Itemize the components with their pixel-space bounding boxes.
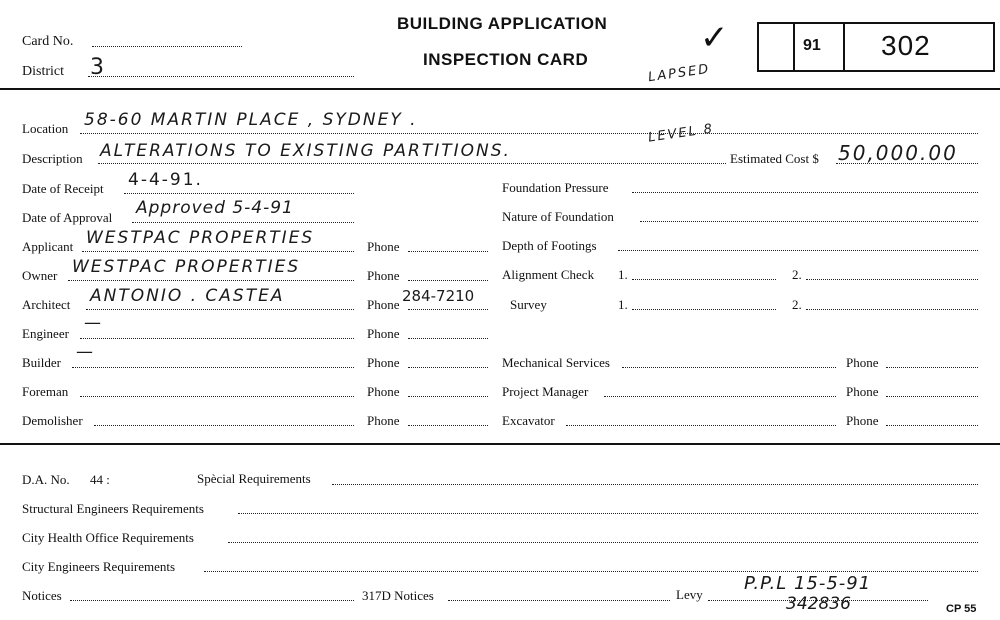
applicant-line[interactable]: [82, 251, 354, 252]
box-divider: [843, 24, 845, 70]
da-value: 44 :: [90, 472, 110, 487]
survey-line-1[interactable]: [632, 309, 776, 310]
excavator-phone-label: Phone: [846, 413, 879, 428]
architect-phone-value: 284-7210: [402, 287, 475, 305]
box-number: 302: [881, 30, 931, 61]
description-value: ALTERATIONS TO EXISTING PARTITIONS.: [100, 141, 511, 161]
builder-phone-line[interactable]: [408, 367, 488, 368]
special-requirements-line[interactable]: [332, 484, 978, 485]
title-line-2: INSPECTION CARD: [423, 50, 589, 69]
applicant-label: Applicant: [22, 239, 74, 254]
foundation-pressure-line[interactable]: [632, 192, 978, 193]
excavator-line[interactable]: [566, 425, 836, 426]
applicant-phone-line[interactable]: [408, 251, 488, 252]
header-rule: [0, 88, 1000, 90]
project-manager-phone-line[interactable]: [886, 396, 978, 397]
engineer-phone-label: Phone: [367, 326, 400, 341]
da-label: D.A. No.: [22, 472, 70, 487]
project-manager-line[interactable]: [604, 396, 836, 397]
project-manager-label: Project Manager: [502, 384, 589, 399]
estimated-cost-value: 50,000.00: [838, 141, 958, 165]
description-label: Description: [22, 151, 83, 166]
alignment-num-2: 2.: [792, 267, 802, 282]
survey-num-1: 1.: [618, 297, 628, 312]
builder-label: Builder: [22, 355, 61, 370]
foreman-phone-label: Phone: [367, 384, 400, 399]
architect-value: ANTONIO . CASTEA: [90, 286, 285, 306]
card-no-line[interactable]: [92, 46, 242, 47]
description-line[interactable]: [98, 163, 726, 164]
card-number-box: [757, 22, 995, 72]
box-year: 91: [803, 37, 821, 54]
levy-label: Levy: [676, 587, 703, 602]
demolisher-phone-label: Phone: [367, 413, 400, 428]
architect-line[interactable]: [86, 309, 354, 310]
levy-reference: 342836: [786, 594, 851, 614]
foundation-pressure-label: Foundation Pressure: [502, 180, 609, 195]
notices-line[interactable]: [70, 600, 354, 601]
title-line-1: BUILDING APPLICATION: [397, 14, 608, 33]
owner-value: WESTPAC PROPERTIES: [72, 257, 301, 277]
owner-label: Owner: [22, 268, 58, 283]
location-label: Location: [22, 121, 69, 136]
foreman-phone-line[interactable]: [408, 396, 488, 397]
applicant-value: WESTPAC PROPERTIES: [86, 228, 315, 248]
engineer-value: —: [84, 313, 103, 333]
builder-value: —: [76, 342, 95, 362]
owner-phone-label: Phone: [367, 268, 400, 283]
district-value: 3: [90, 55, 106, 80]
special-requirements-label: Spècial Requirements: [197, 471, 311, 486]
architect-label: Architect: [22, 297, 71, 312]
architect-phone-label: Phone: [367, 297, 400, 312]
demolisher-label: Demolisher: [22, 413, 83, 428]
receipt-line[interactable]: [124, 193, 354, 194]
city-engineers-label: City Engineers Requirements: [22, 559, 176, 574]
checkmark-icon: ✓: [700, 18, 729, 58]
depth-footings-line[interactable]: [618, 250, 978, 251]
foreman-label: Foreman: [22, 384, 69, 399]
district-label: District: [22, 64, 64, 79]
approval-line[interactable]: [132, 222, 354, 223]
mechanical-phone-line[interactable]: [886, 367, 978, 368]
applicant-phone-label: Phone: [367, 239, 400, 254]
health-label: City Health Office Requirements: [22, 530, 194, 545]
description-note: LEVEL 8: [647, 121, 715, 146]
builder-phone-label: Phone: [367, 355, 400, 370]
nature-foundation-line[interactable]: [640, 221, 978, 222]
nature-foundation-label: Nature of Foundation: [502, 209, 614, 224]
alignment-num-1: 1.: [618, 267, 628, 282]
mechanical-line[interactable]: [622, 367, 836, 368]
engineer-line[interactable]: [80, 338, 354, 339]
district-line[interactable]: [88, 76, 354, 77]
engineer-label: Engineer: [22, 326, 69, 341]
card-no-label: Card No.: [22, 34, 74, 49]
excavator-phone-line[interactable]: [886, 425, 978, 426]
demolisher-line[interactable]: [94, 425, 354, 426]
builder-line[interactable]: [72, 367, 354, 368]
depth-footings-label: Depth of Footings: [502, 238, 597, 253]
estimated-cost-label: Estimated Cost $: [730, 151, 819, 166]
notices-317d-label: 317D Notices: [362, 588, 434, 603]
approval-label: Date of Approval: [22, 210, 113, 225]
alignment-line-1[interactable]: [632, 279, 776, 280]
demolisher-phone-line[interactable]: [408, 425, 488, 426]
form-code: CP 55: [946, 603, 977, 615]
box-divider: [793, 24, 795, 70]
project-manager-phone-label: Phone: [846, 384, 879, 399]
owner-phone-line[interactable]: [408, 280, 488, 281]
owner-line[interactable]: [68, 280, 354, 281]
alignment-check-label: Alignment Check: [502, 267, 595, 282]
notices-label: Notices: [22, 588, 62, 603]
receipt-value: 4-4-91.: [128, 170, 203, 190]
foreman-line[interactable]: [80, 396, 354, 397]
survey-label: Survey: [510, 297, 547, 312]
city-engineers-line[interactable]: [204, 571, 978, 572]
mechanical-label: Mechanical Services: [502, 355, 610, 370]
excavator-label: Excavator: [502, 413, 555, 428]
engineer-phone-line[interactable]: [408, 338, 488, 339]
health-line[interactable]: [228, 542, 978, 543]
mechanical-phone-label: Phone: [846, 355, 879, 370]
approval-value: Approved 5-4-91: [136, 198, 294, 218]
receipt-label: Date of Receipt: [22, 181, 104, 196]
levy-value: P.P.L 15-5-91: [744, 573, 872, 594]
notices-317d-line[interactable]: [448, 600, 670, 601]
survey-line-2[interactable]: [806, 309, 978, 310]
survey-num-2: 2.: [792, 297, 802, 312]
structural-label: Structural Engineers Requirements: [22, 501, 204, 516]
lapsed-note: LAPSED: [647, 61, 712, 86]
location-line[interactable]: [80, 133, 978, 134]
estimated-cost-line[interactable]: [836, 163, 978, 164]
architect-phone-line[interactable]: [408, 309, 488, 310]
structural-line[interactable]: [238, 513, 978, 514]
alignment-line-2[interactable]: [806, 279, 978, 280]
location-value: 58-60 MARTIN PLACE , SYDNEY .: [84, 110, 418, 130]
section-rule: [0, 443, 1000, 445]
